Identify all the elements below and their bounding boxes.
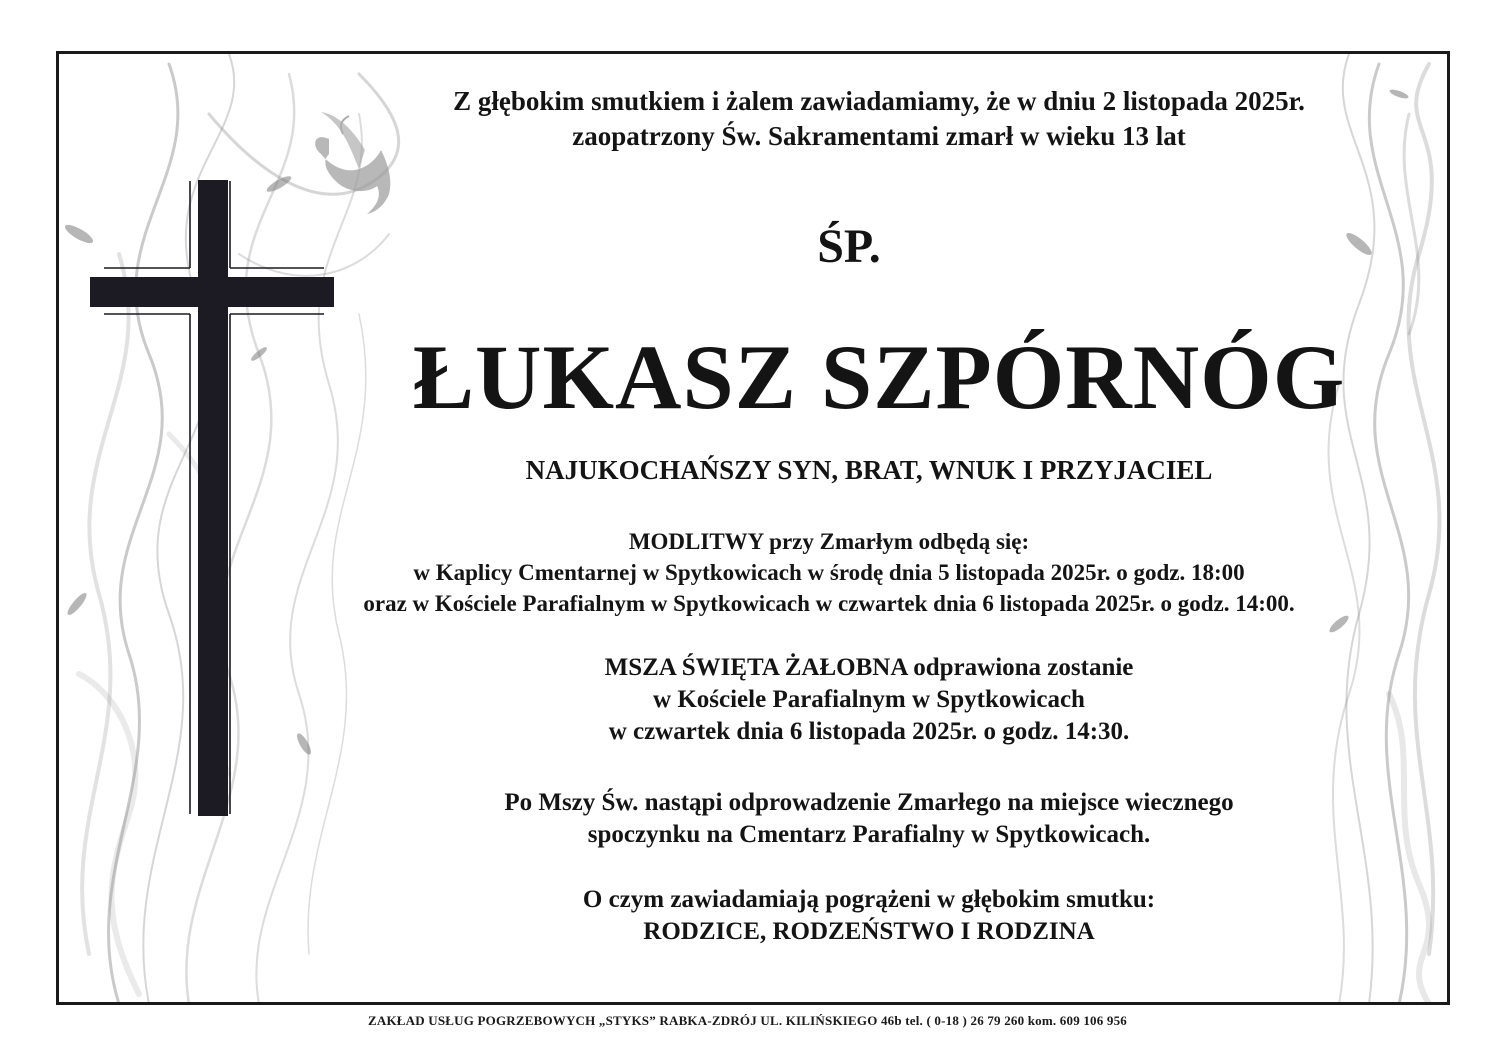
mass-line: w Kościele Parafialnym w Spytkowicach	[653, 686, 1085, 713]
prayers-line: w Kaplicy Cmentarnej w Spytkowicach w środę dnia 5 listopada 2025r. o godz. 18:00	[413, 560, 1245, 585]
burial-line: spoczynku na Cmentarz Parafialny w Spytkowicach.	[587, 821, 1151, 848]
closing-section	[339, 884, 1399, 948]
prayers-line: oraz w Kościele Parafialnym w Spytkowicach w czwartek dnia 6 listopada 2025r. o godz. 14:00.	[363, 591, 1295, 616]
deceased-name: ŁUKASZ SZPÓRNÓG	[412, 326, 1346, 428]
closing-line: RODZICE, RODZEŃSTWO I RODZINA	[643, 918, 1095, 945]
mass-line: w czwartek dnia 6 listopada 2025r. o godz. 14:30.	[608, 718, 1130, 745]
closing-line: O czym zawiadamiają pogrążeni w głębokim smutku:	[582, 886, 1156, 913]
intro-text	[339, 84, 1419, 154]
burial-section	[339, 787, 1399, 851]
mass-line: MSZA ŚWIĘTA ŻAŁOBNA odprawiona zostanie	[604, 654, 1134, 681]
intro-line: zaopatrzony Św. Sakramentami zmarł w wieku 13 lat	[572, 121, 1186, 151]
funeral-home-footer: ZAKŁAD USŁUG POGRZEBOWYCH „STYKS” RABKA-ZDRÓJ UL. KILIŃSKIEGO 46b tel. ( 0-18 ) 26 79 260 kom. 609 106 956	[367, 1013, 1128, 1028]
burial-line: Po Mszy Św. nastąpi odprowadzenie Zmarłego na miejsce wiecznego	[504, 789, 1234, 816]
memory-prefix: ŚP.	[817, 220, 881, 273]
mass-section	[339, 652, 1399, 748]
prayers-line: MODLITWY przy Zmarłym odbędą się:	[628, 529, 1030, 554]
intro-line: Z głębokim smutkiem i żalem zawiadamiamy, że w dniu 2 listopada 2025r.	[453, 86, 1305, 116]
prayers-section	[259, 526, 1399, 619]
notice-frame	[56, 51, 1450, 1005]
deceased-description: NAJUKOCHAŃSZY SYN, BRAT, WNUK I PRZYJACIEL	[525, 455, 1213, 485]
